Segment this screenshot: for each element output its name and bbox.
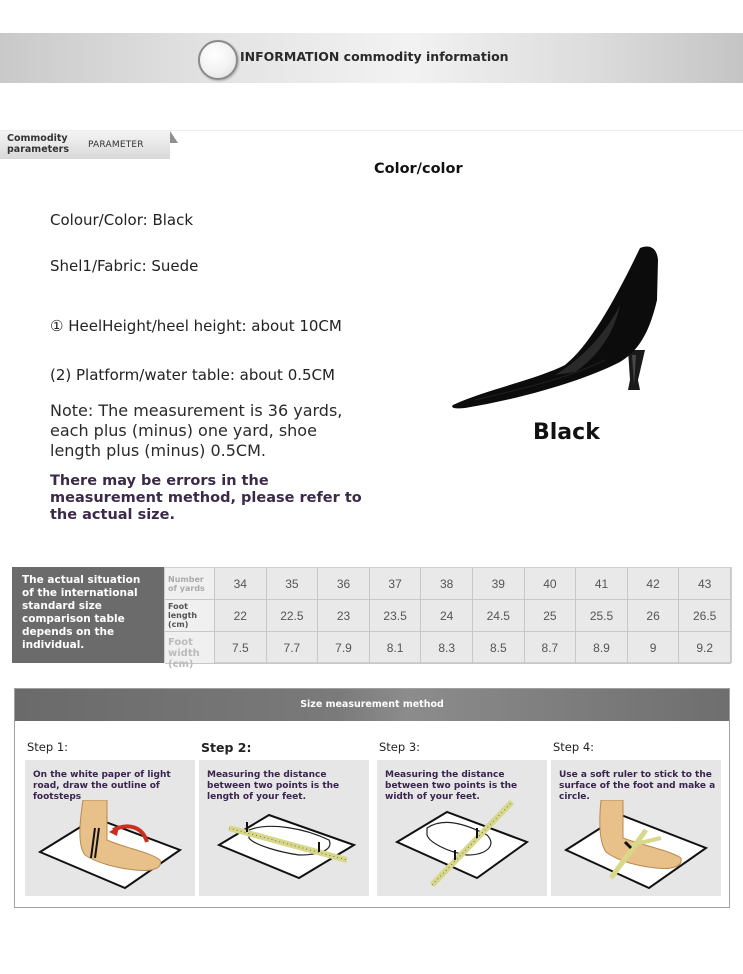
info-title: INFORMATION commodity information (240, 49, 509, 64)
parameter-tab-english: PARAMETER (88, 140, 144, 150)
foot-width-cell: 8.1 (370, 632, 422, 664)
spec-heel-height: ① HeelHeight/heel height: about 10CM (50, 317, 342, 335)
foot-width-cell: 9 (628, 632, 680, 664)
size-cell: 34 (215, 568, 267, 600)
step-panel (25, 760, 195, 896)
ruler-length-illustration (209, 800, 359, 890)
size-cell: 36 (318, 568, 370, 600)
step-text: Measuring the distance between two points is the width of your feet. (385, 770, 518, 802)
size-cell: 39 (473, 568, 525, 600)
color-swatch-label: Black (533, 420, 600, 445)
foot-outline-illustration (35, 800, 185, 890)
parameter-tab (0, 131, 170, 159)
step-label: Step 3: (379, 740, 421, 754)
step-2 (199, 740, 369, 802)
foot-length-cell: 22.5 (267, 600, 319, 632)
foot-length-cell: 22 (215, 600, 267, 632)
foot-length-cell: 23.5 (370, 600, 422, 632)
row-header-foot-length: Foot length (cm) (165, 600, 215, 632)
info-header-band (0, 33, 743, 83)
size-cell: 41 (576, 568, 628, 600)
size-cell: 43 (679, 568, 731, 600)
foot-length-cell: 24.5 (473, 600, 525, 632)
step-text: On the white paper of light road, draw the outline of footsteps (33, 770, 171, 802)
spec-color: Colour/Color: Black (50, 211, 194, 229)
spec-platform: (2) Platform/water table: about 0.5CM (50, 366, 335, 384)
measurement-method (14, 688, 730, 908)
step-3 (377, 740, 547, 802)
parameter-tab-line1: Commodity (7, 133, 68, 144)
foot-width-cell: 8.7 (525, 632, 577, 664)
circle-icon (198, 40, 238, 80)
step-panel (551, 760, 721, 896)
foot-width-cell: 8.5 (473, 632, 525, 664)
size-cell: 37 (370, 568, 422, 600)
measurement-header (15, 689, 729, 721)
foot-length-cell: 25 (525, 600, 577, 632)
step-1 (25, 740, 195, 802)
spec-fabric: Shel1/Fabric: Suede (50, 257, 199, 275)
shoe-image (445, 240, 675, 410)
size-table (12, 567, 732, 670)
spec-note: Note: The measurement is 36 yards, each plus (minus) one yard, shoe length plus (minus) 0.5CM. (50, 401, 343, 460)
foot-length-cell: 26.5 (679, 600, 731, 632)
size-cell: 40 (525, 568, 577, 600)
size-cell: 35 (267, 568, 319, 600)
foot-width-cell: 8.3 (421, 632, 473, 664)
size-table-caption: The actual situation of the international standard size comparison table depends on the individual. (12, 567, 164, 663)
triangle-icon (170, 131, 178, 143)
step-label: Step 4: (553, 740, 595, 754)
parameter-tab-line2: parameters (7, 144, 69, 155)
step-label: Step 2: (201, 740, 252, 755)
spec-warning: There may be errors in the measurement method, please refer to the actual size. (50, 473, 362, 523)
color-heading: Color/color (374, 161, 463, 177)
foot-width-cell: 7.5 (215, 632, 267, 664)
foot-length-cell: 26 (628, 600, 680, 632)
parameter-tab-label (7, 133, 69, 155)
size-grid (164, 567, 732, 670)
step-text: Use a soft ruler to stick to the surface of the foot and make a circle. (559, 770, 716, 802)
foot-length-cell: 23 (318, 600, 370, 632)
step-text: Measuring the distance between two points is the length of your feet. (207, 770, 340, 802)
step-panel (199, 760, 369, 896)
step-label: Step 1: (27, 740, 69, 754)
size-cell: 42 (628, 568, 680, 600)
size-cell: 38 (421, 568, 473, 600)
step-panel (377, 760, 547, 896)
foot-width-cell: 7.7 (267, 632, 319, 664)
foot-circumference-illustration (561, 800, 711, 890)
foot-length-cell: 25.5 (576, 600, 628, 632)
measurement-title: Size measurement method (300, 699, 444, 710)
ruler-width-illustration (387, 800, 537, 890)
step-4 (551, 740, 721, 802)
foot-width-cell: 7.9 (318, 632, 370, 664)
foot-width-cell: 9.2 (679, 632, 731, 664)
row-header-foot-width: Foot width (cm) (165, 632, 215, 664)
foot-length-cell: 24 (421, 600, 473, 632)
foot-width-cell: 8.9 (576, 632, 628, 664)
row-header-size: Number of yards (165, 568, 215, 600)
